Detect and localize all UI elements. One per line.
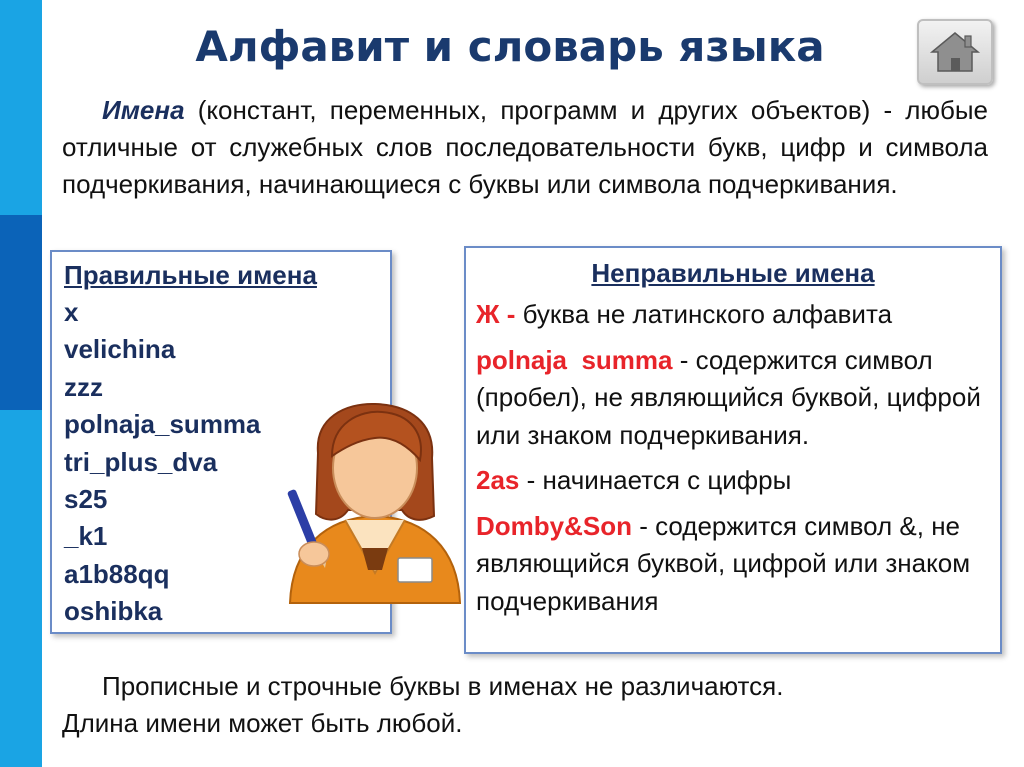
correct-names-list xyxy=(64,294,261,631)
list-item xyxy=(476,508,986,621)
list-item: zzz xyxy=(64,371,103,402)
bad-reason: буква не латинского алфавита xyxy=(515,299,893,329)
list-item: s25 xyxy=(64,484,108,515)
list-item: polnaja_summa xyxy=(64,409,261,440)
list-item: x xyxy=(64,297,79,327)
bad-reason: - содержится символ &, не являющийся буквой, цифрой или знаком подчеркивания xyxy=(476,510,971,616)
definition-term: Имена xyxy=(102,95,185,125)
home-icon xyxy=(929,30,981,74)
bad-name: Ж - xyxy=(476,299,516,329)
side-accent-bar-dark xyxy=(0,215,42,410)
list-item: a1b88qq xyxy=(64,558,170,589)
list-item: tri_plus_dva xyxy=(64,446,218,477)
teacher-icon xyxy=(270,398,480,608)
names-note xyxy=(62,668,988,742)
names-definition xyxy=(62,92,988,203)
incorrect-names-list xyxy=(476,296,986,628)
incorrect-names-box xyxy=(464,246,1002,654)
bad-name: polnaja summa xyxy=(476,344,673,375)
list-item xyxy=(476,296,986,334)
incorrect-names-heading: Неправильные имена xyxy=(591,258,875,288)
home-button[interactable] xyxy=(917,19,993,85)
note-line-1: Прописные и строчные буквы в именах не различаются. xyxy=(102,671,784,701)
definition-text: (констант, переменных, программ и других объектов) - любые отличные от служебных слов последовательности букв, цифр и символа подчеркивания, начинающиеся с буквы или символа подчеркивания. xyxy=(62,95,988,199)
list-item xyxy=(476,342,986,455)
bad-name: Domby&Son xyxy=(476,510,632,541)
list-item: _k1 xyxy=(64,521,108,552)
bad-name: 2as xyxy=(476,465,520,495)
bad-reason: - содержится символ (пробел), не являющийся буквой, цифрой или знаком подчеркивания. xyxy=(476,344,981,450)
correct-names-heading: Правильные имена xyxy=(64,260,317,290)
list-item xyxy=(476,462,986,500)
list-item: oshibka xyxy=(64,596,163,627)
slide-title: Алфавит и словарь языка xyxy=(195,22,825,71)
bad-reason: - начинается с цифры xyxy=(519,465,792,495)
note-line-2: Длина имени может быть любой. xyxy=(62,708,463,738)
list-item: velichina xyxy=(64,334,176,365)
